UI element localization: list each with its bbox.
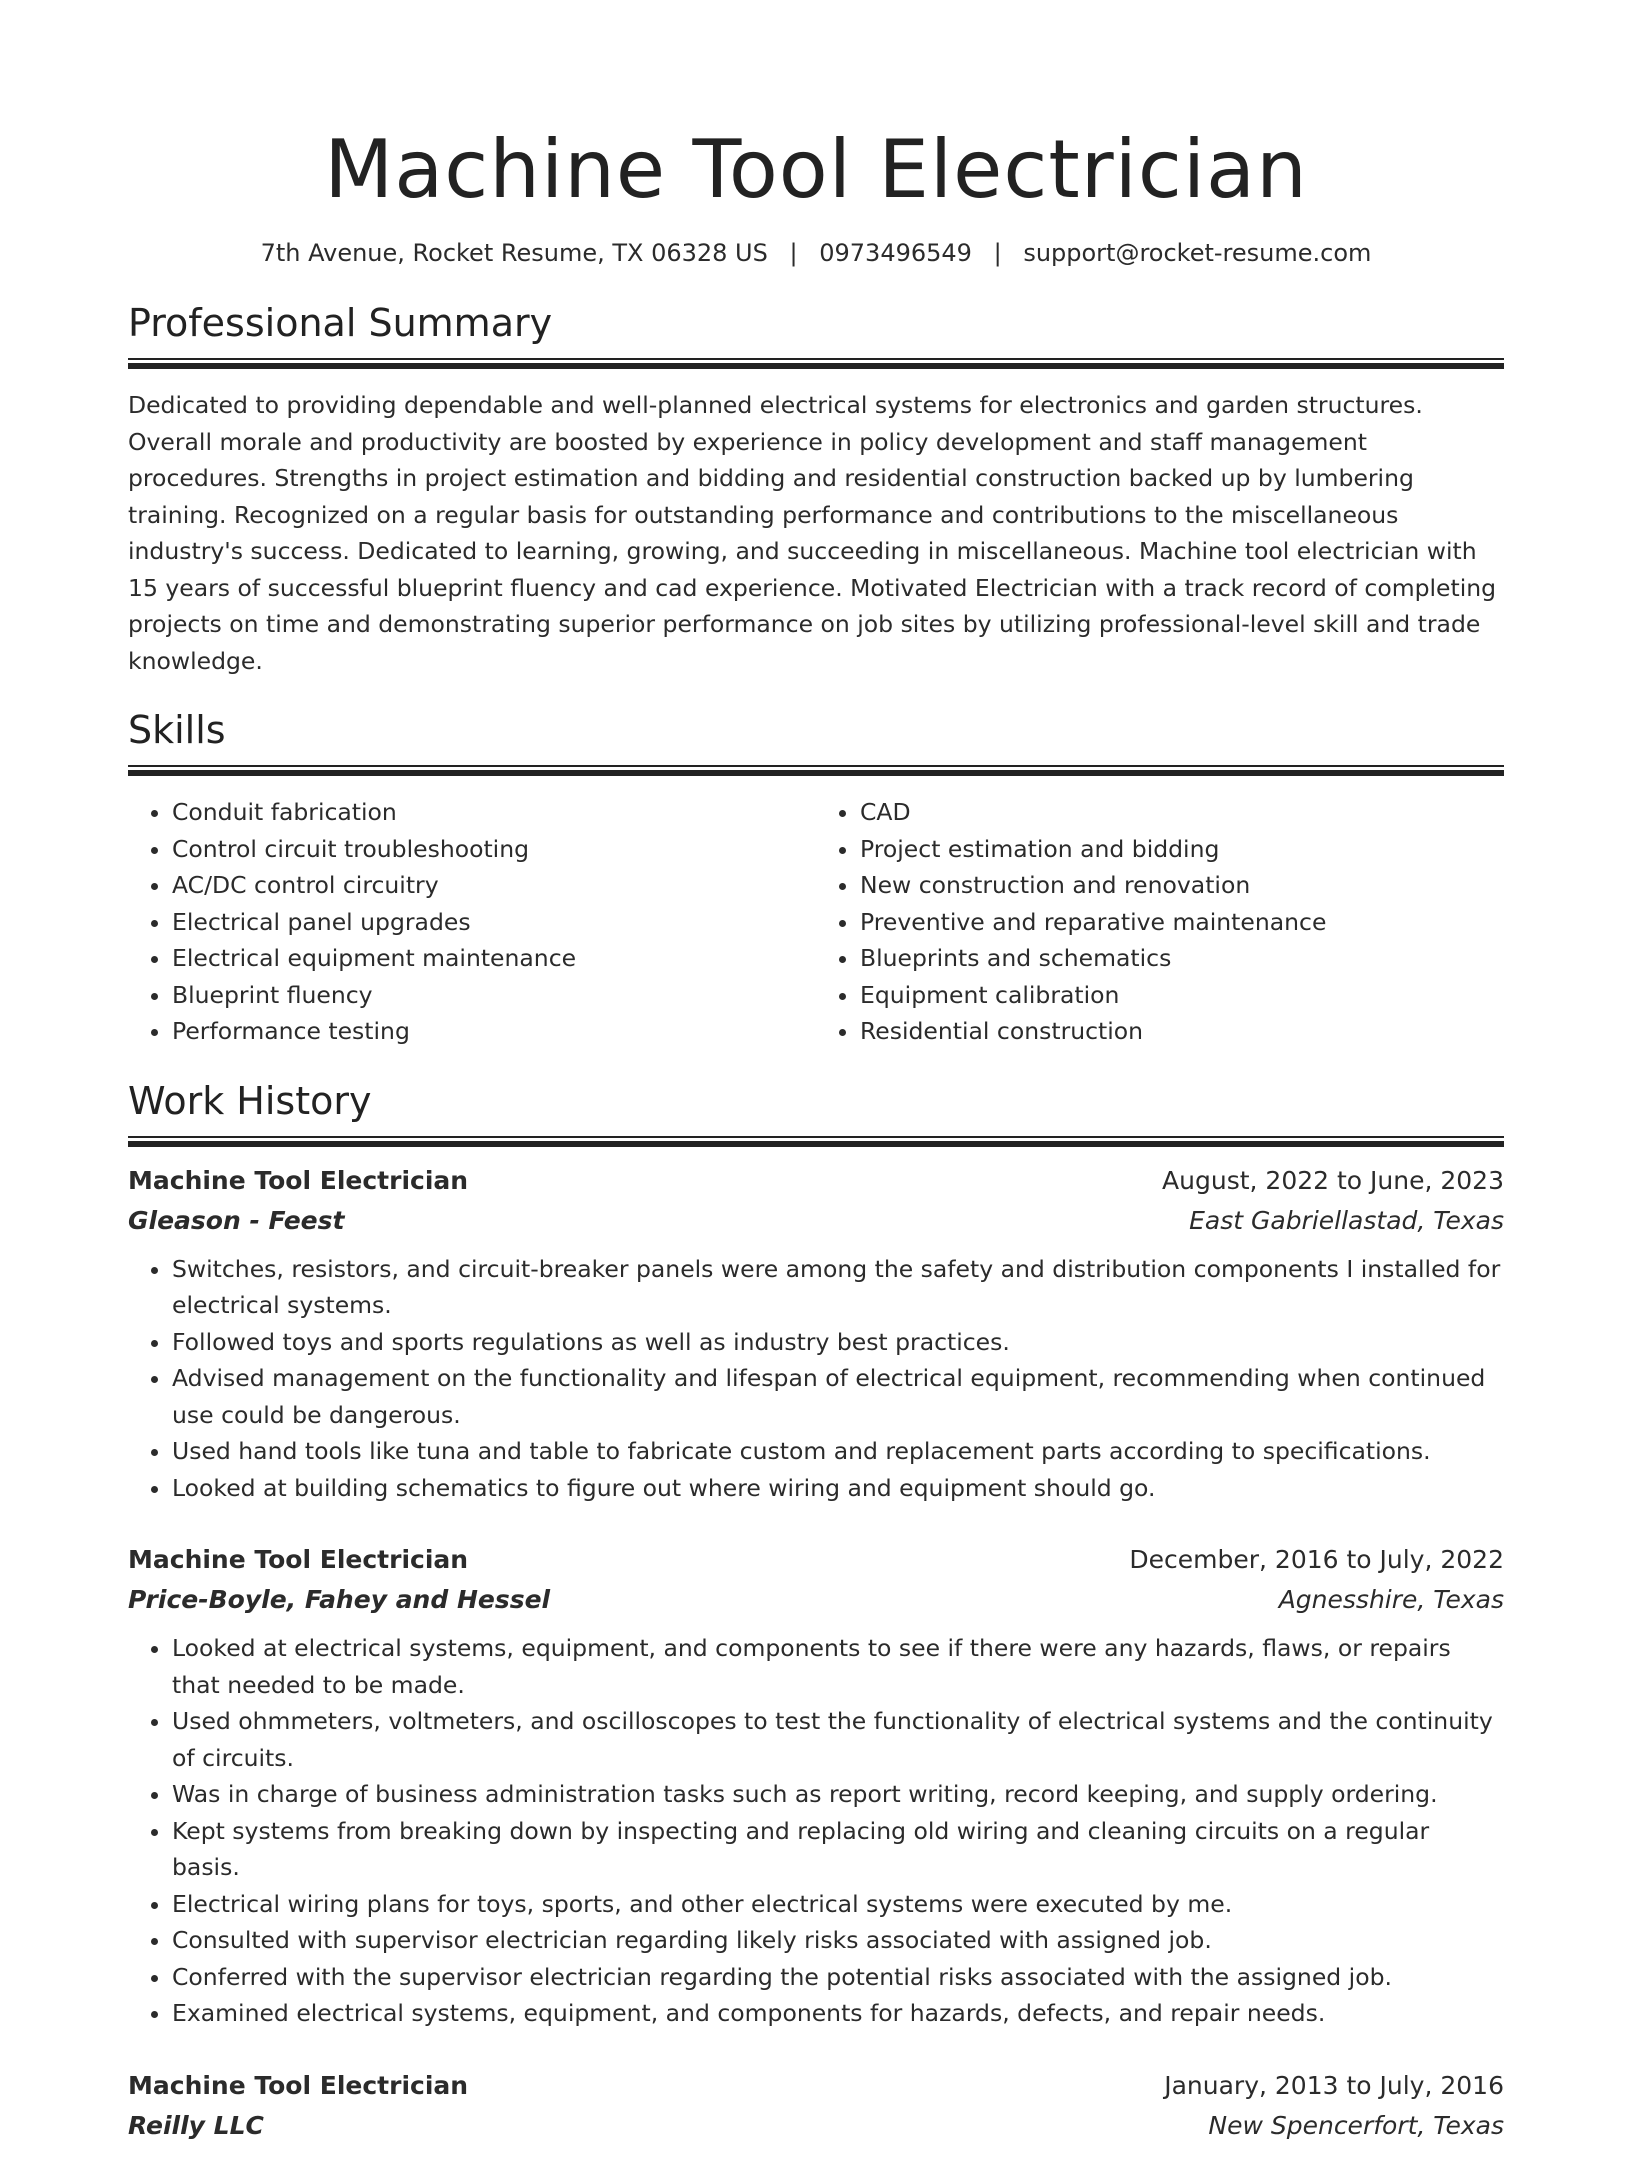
- duty-item: • Switches, resistors, and circuit-breaker panels were among the safety and distribution components I installed for electrical systems.: [172, 1251, 1504, 1324]
- job-company: Price-Boyle, Fahey and Hessel: [128, 1585, 551, 1614]
- section-divider: [128, 1136, 1504, 1147]
- duty-item: • Consulted with supervisor electrician regarding likely risks associated with assigned job.: [172, 1922, 1504, 1959]
- job-duties: [128, 1630, 1504, 2032]
- job-dates: August, 2022 to June, 2023: [1162, 1165, 1504, 1195]
- skill-item: • CAD: [860, 794, 1504, 831]
- summary-text: Dedicated to providing dependable and well-planned electrical systems for electronics and garden structures. Overall morale and productivity are boosted by experience in policy development and staff management procedures. Strengths in project estimation and bidding and residential construction backed up by lumbering training. Recognized on a regular basis for outstanding performance and contributions to the miscellaneous industry's success. Dedicated to learning, growing, and succeeding in miscellaneous. Machine tool electrician with 15 years of successful blueprint fluency and cad experience. Motivated Electrician with a track record of completing projects on time and demonstrating superior performance on job sites by utilizing professional-level skill and trade knowledge.: [128, 391, 1497, 675]
- summary-title: Professional Summary: [128, 301, 553, 345]
- work-title: Work History: [128, 1078, 372, 1123]
- skill-item: • AC/DC control circuitry: [172, 867, 816, 904]
- contact-address: 7th Avenue, Rocket Resume, TX 06328 US: [260, 239, 768, 267]
- duty-item: • Followed toys and sports regulations as well as industry best practices.: [172, 1324, 1504, 1361]
- duty-item: • Was in charge of business administration tasks such as report writing, record keeping, and supply ordering.: [172, 1776, 1504, 1813]
- job-header: [128, 1161, 1504, 1201]
- section-divider: [128, 765, 1504, 776]
- job-entry: [128, 1161, 1504, 1507]
- duty-item: • Used ohmmeters, voltmeters, and oscilloscopes to test the functionality of electrical systems and the continuity of circuits.: [172, 1703, 1504, 1776]
- job-entry: [128, 1540, 1504, 2032]
- duty-item: • Kept systems from breaking down by inspecting and replacing old wiring and cleaning circuits on a regular basis.: [172, 1813, 1504, 1886]
- section-divider: [128, 358, 1504, 369]
- skill-item: • Project estimation and bidding: [860, 831, 1504, 868]
- job-location: Agnesshire, Texas: [1278, 1585, 1504, 1614]
- duty-item: • Looked at electrical systems, equipment, and components to see if there were any hazards, flaws, or repairs that needed to be made.: [172, 1630, 1504, 1703]
- skills-grid: [128, 794, 1504, 1050]
- duty-item: • Looked at building schematics to figure out where wiring and equipment should go.: [172, 1470, 1504, 1507]
- resume-page: [128, 120, 1504, 2180]
- skills-right-column: [816, 794, 1504, 1050]
- candidate-name: Machine Tool Electrician: [324, 123, 1308, 216]
- job-duties: [128, 1251, 1504, 1507]
- contact-separator: |: [993, 239, 1002, 267]
- job-header: [128, 1540, 1504, 1580]
- duty-item: • Used hand tools like tuna and table to fabricate custom and replacement parts according to specifications.: [172, 1433, 1504, 1470]
- skill-item: • Residential construction: [860, 1013, 1504, 1050]
- job-list: [128, 1161, 1504, 2146]
- skill-item: • Control circuit troubleshooting: [172, 831, 816, 868]
- summary-section: [128, 298, 1504, 679]
- skill-item: • Preventive and reparative maintenance: [860, 904, 1504, 941]
- job-title: Machine Tool Electrician: [128, 1545, 469, 1574]
- contact-phone: 0973496549: [819, 239, 972, 267]
- job-dates: December, 2016 to July, 2022: [1129, 1545, 1504, 1574]
- skill-item: • Blueprints and schematics: [860, 940, 1504, 977]
- job-company: Reilly LLC: [128, 2110, 264, 2140]
- job-company: Gleason - Feest: [128, 1205, 345, 1235]
- job-dates: January, 2013 to July, 2016: [1164, 2070, 1504, 2100]
- job-subheader: [128, 1201, 1504, 1241]
- duty-item: • Examined electrical systems, equipment, and components for hazards, defects, and repair needs.: [172, 1995, 1504, 2032]
- job-location: New Spencerfort, Texas: [1208, 2110, 1504, 2140]
- job-location: East Gabriellastad, Texas: [1189, 1205, 1504, 1235]
- duty-item: • Conferred with the supervisor electrician regarding the potential risks associated with the assigned job.: [172, 1959, 1504, 1996]
- work-section: [128, 1076, 1504, 2146]
- skill-item: • Blueprint fluency: [172, 977, 816, 1014]
- skill-item: • Electrical panel upgrades: [172, 904, 816, 941]
- job-title: Machine Tool Electrician: [128, 1165, 469, 1195]
- contact-email: support@rocket-resume.com: [1023, 239, 1372, 267]
- job-subheader: [128, 1580, 1504, 1620]
- skill-item: • Performance testing: [172, 1013, 816, 1050]
- job-title: Machine Tool Electrician: [128, 2070, 469, 2100]
- duty-item: • Advised management on the functionality and lifespan of electrical equipment, recommending when continued use could be dangerous.: [172, 1360, 1504, 1433]
- skills-section: [128, 705, 1504, 1050]
- duty-item: • Electrical wiring plans for toys, sports, and other electrical systems were executed by me.: [172, 1886, 1504, 1923]
- skills-title: Skills: [128, 708, 226, 752]
- job-entry: [128, 2066, 1504, 2146]
- skill-item: • Electrical equipment maintenance: [172, 940, 816, 977]
- job-header: [128, 2066, 1504, 2106]
- skills-left-column: [128, 794, 816, 1050]
- contact-line: [128, 236, 1504, 270]
- skill-item: • Equipment calibration: [860, 977, 1504, 1014]
- contact-separator: |: [789, 239, 798, 267]
- skill-item: • Conduit fabrication: [172, 794, 816, 831]
- skill-item: • New construction and renovation: [860, 867, 1504, 904]
